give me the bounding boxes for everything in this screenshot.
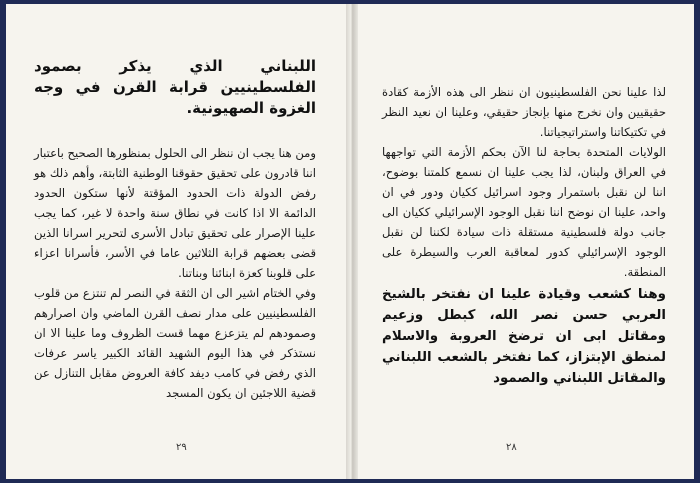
paragraph: ومن هنا يجب ان ننظر الى الحلول بمنظورها الصحيح باعتبار اننا قادرون على تحقيق حقوقنا الوطنية الثابتة، وأهم ذلك هو رفض الدولة ذات الحدود المؤقتة لأنها ستكون الحدود الدائمة الا اذا كانت في نطاق سنة واحدة لا غير، كما يجب علينا الإصرار على تحقيق تبادل الأسرى لتحرير اسرانا الذين قضى بعضهم قرابة الثلاثين عاما في الأسر، فأسرانا اعزاء على قلوبنا كعزة ابنائنا وبناتنا.: [34, 146, 316, 280]
page-number: ٢٨: [506, 442, 517, 453]
right-page: [358, 4, 694, 479]
page-number: ٢٩: [176, 442, 187, 453]
section-heading: اللبناني الذي يذكر بصمود الفلسطينيين قرابة القرن في وجه الغزوة الصهيونية.: [34, 57, 316, 117]
paragraph: لذا علينا نحن الفلسطينيون ان ننظر الى هذه الأزمة كقادة حقيقيين وان نخرج منها بإنجاز حقيقي، وعلينا ان نعيد النظر في تكتيكاتنا واستراتيجياتنا.: [382, 85, 666, 139]
right-page-text: [382, 82, 666, 402]
left-page-text: [34, 56, 316, 403]
bold-paragraph: وهنا كشعب وقيادة علينا ان نفتخر بالشيخ العربي حسن نصر الله، كبطل وزعيم ومقاتل ابى ان ترضخ العروبة والاسلام لمنطق الإبتزاز، كما نفتخر بالشعب اللبناني والمقاتل اللبناني والصمود: [382, 287, 666, 386]
book-gutter: [346, 4, 358, 479]
paragraph: وفي الختام اشير الى ان الثقة في النصر لم تنتزع من قلوب الفلسطينيين على مدار نصف القرن الماضي وان اصرارهم وصمودهم لم يتزعزع مهما قست الظروف وما علينا الا ان نستذكر في هذا اليوم الشهيد القائد الكبير ياسر عرفات الذي رفض في كامب ديفد كافة العروض مقابل التنازل عن قضية اللاجئين ان يكون المسجد: [34, 286, 316, 400]
book-spread: [6, 4, 694, 479]
left-page: [6, 4, 346, 479]
paragraph: الولايات المتحدة بحاجة لنا الآن بحكم الأزمة التي تواجهها في العراق ولبنان، لذا يجب علينا ان نسمع كلمتنا بوضوح، اننا لن نقبل باستمرار وجود اسرائيل ككيان ودور في ان واحد، علينا ان نوضح اننا نقبل الوجود الإسرائيلي ككيان الى جانب دولة فلسطينية مستقلة ذات سيادة لكننا لن نقبل الوجود الإسرائيلي كدور لمعاقبة العرب والسيطرة على المنطقة.: [382, 145, 666, 279]
